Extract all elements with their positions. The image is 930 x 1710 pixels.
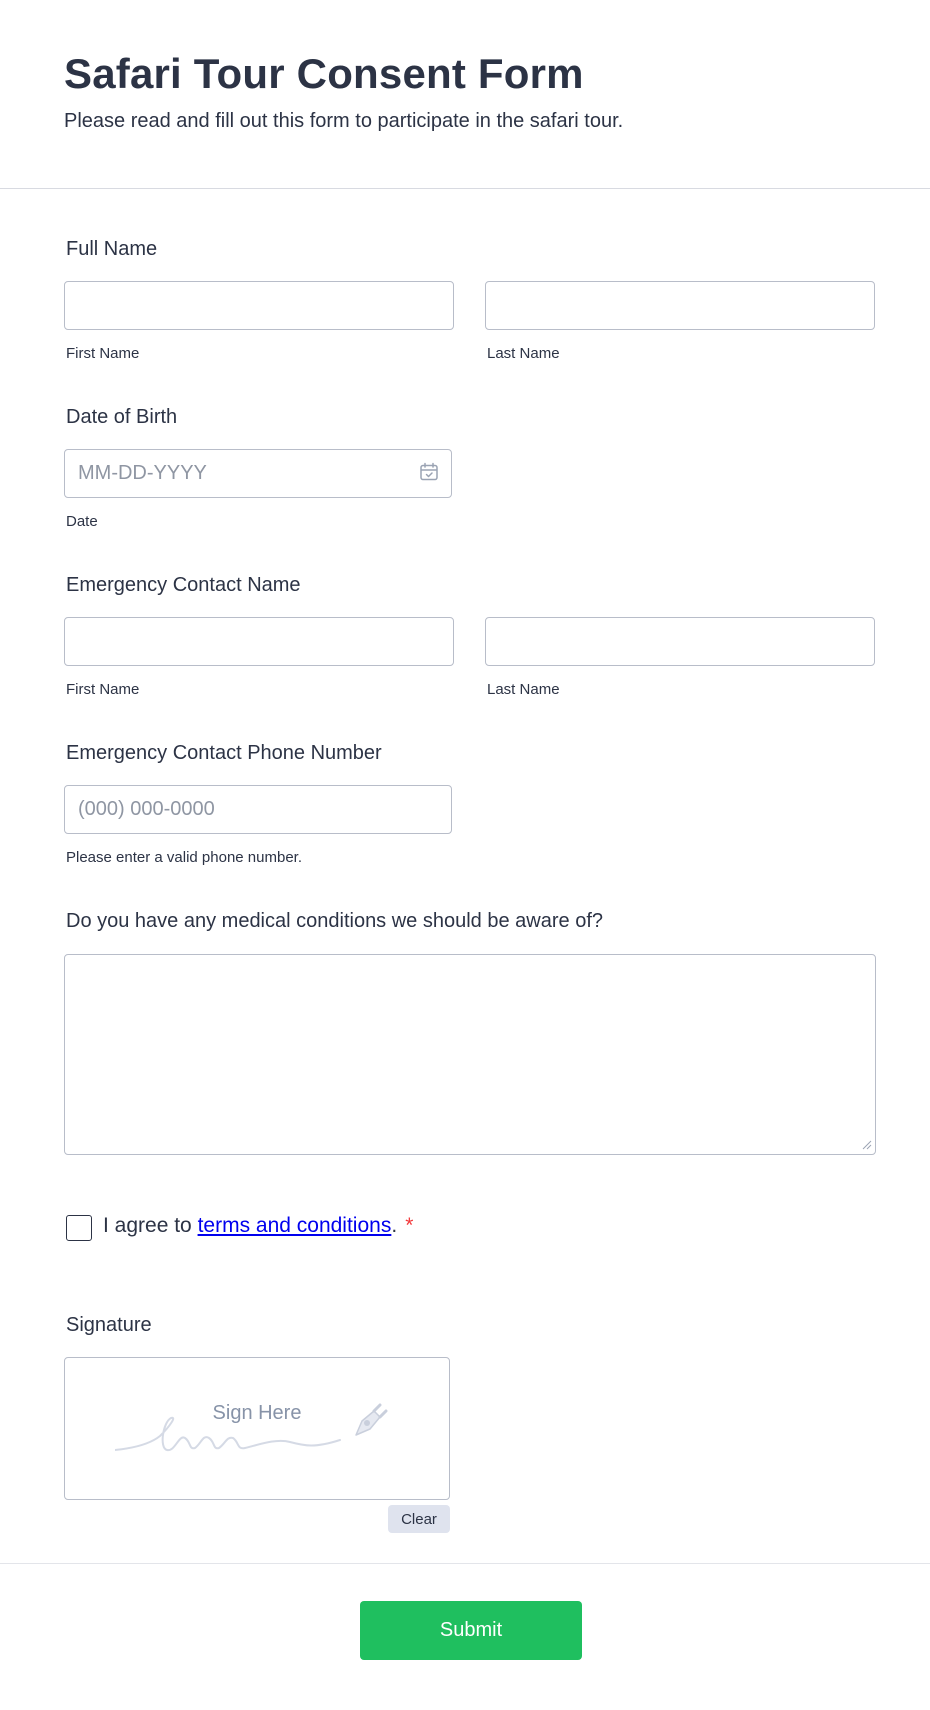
dob-input[interactable] — [64, 449, 452, 498]
clear-signature-button[interactable]: Clear — [388, 1505, 450, 1533]
first-name-sublabel: First Name — [66, 345, 140, 362]
last-name-input[interactable] — [485, 281, 875, 330]
form-title: Safari Tour Consent Form — [64, 50, 584, 97]
last-name-sublabel: Last Name — [487, 345, 560, 362]
dob-label: Date of Birth — [66, 406, 178, 428]
full-name-label: Full Name — [66, 238, 158, 260]
medical-conditions-label: Do you have any medical conditions we should be aware of? — [66, 910, 603, 932]
emergency-phone-label: Emergency Contact Phone Number — [66, 742, 382, 764]
emergency-first-name-input[interactable] — [64, 617, 454, 666]
terms-link[interactable]: terms and conditions — [197, 1214, 392, 1237]
dob-sublabel: Date — [66, 513, 98, 530]
emergency-last-name-sublabel: Last Name — [487, 681, 560, 698]
terms-agreement — [103, 1214, 413, 1238]
sign-here-text: Sign Here — [212, 1402, 302, 1424]
emergency-last-name-input[interactable] — [485, 617, 875, 666]
pen-nib-icon — [350, 1401, 390, 1441]
emergency-phone-input[interactable] — [64, 785, 452, 834]
signature-pad[interactable] — [64, 1357, 450, 1500]
footer-divider — [0, 1563, 930, 1564]
emergency-first-name-sublabel: First Name — [66, 681, 140, 698]
resize-grip-icon[interactable] — [860, 1138, 872, 1150]
calendar-icon[interactable] — [419, 462, 439, 482]
form-header — [0, 0, 930, 189]
medical-conditions-textarea[interactable] — [64, 954, 876, 1155]
first-name-input[interactable] — [64, 281, 454, 330]
agree-suffix: . — [391, 1214, 398, 1237]
agree-prefix: I agree to — [103, 1214, 198, 1237]
required-asterisk: * — [405, 1214, 414, 1237]
phone-help-text: Please enter a valid phone number. — [66, 849, 302, 866]
emergency-name-label: Emergency Contact Name — [66, 574, 301, 596]
terms-checkbox[interactable] — [66, 1215, 92, 1241]
submit-button[interactable]: Submit — [360, 1601, 582, 1660]
form-subtitle: Please read and fill out this form to participate in the safari tour. — [64, 110, 624, 132]
signature-label: Signature — [66, 1314, 152, 1336]
